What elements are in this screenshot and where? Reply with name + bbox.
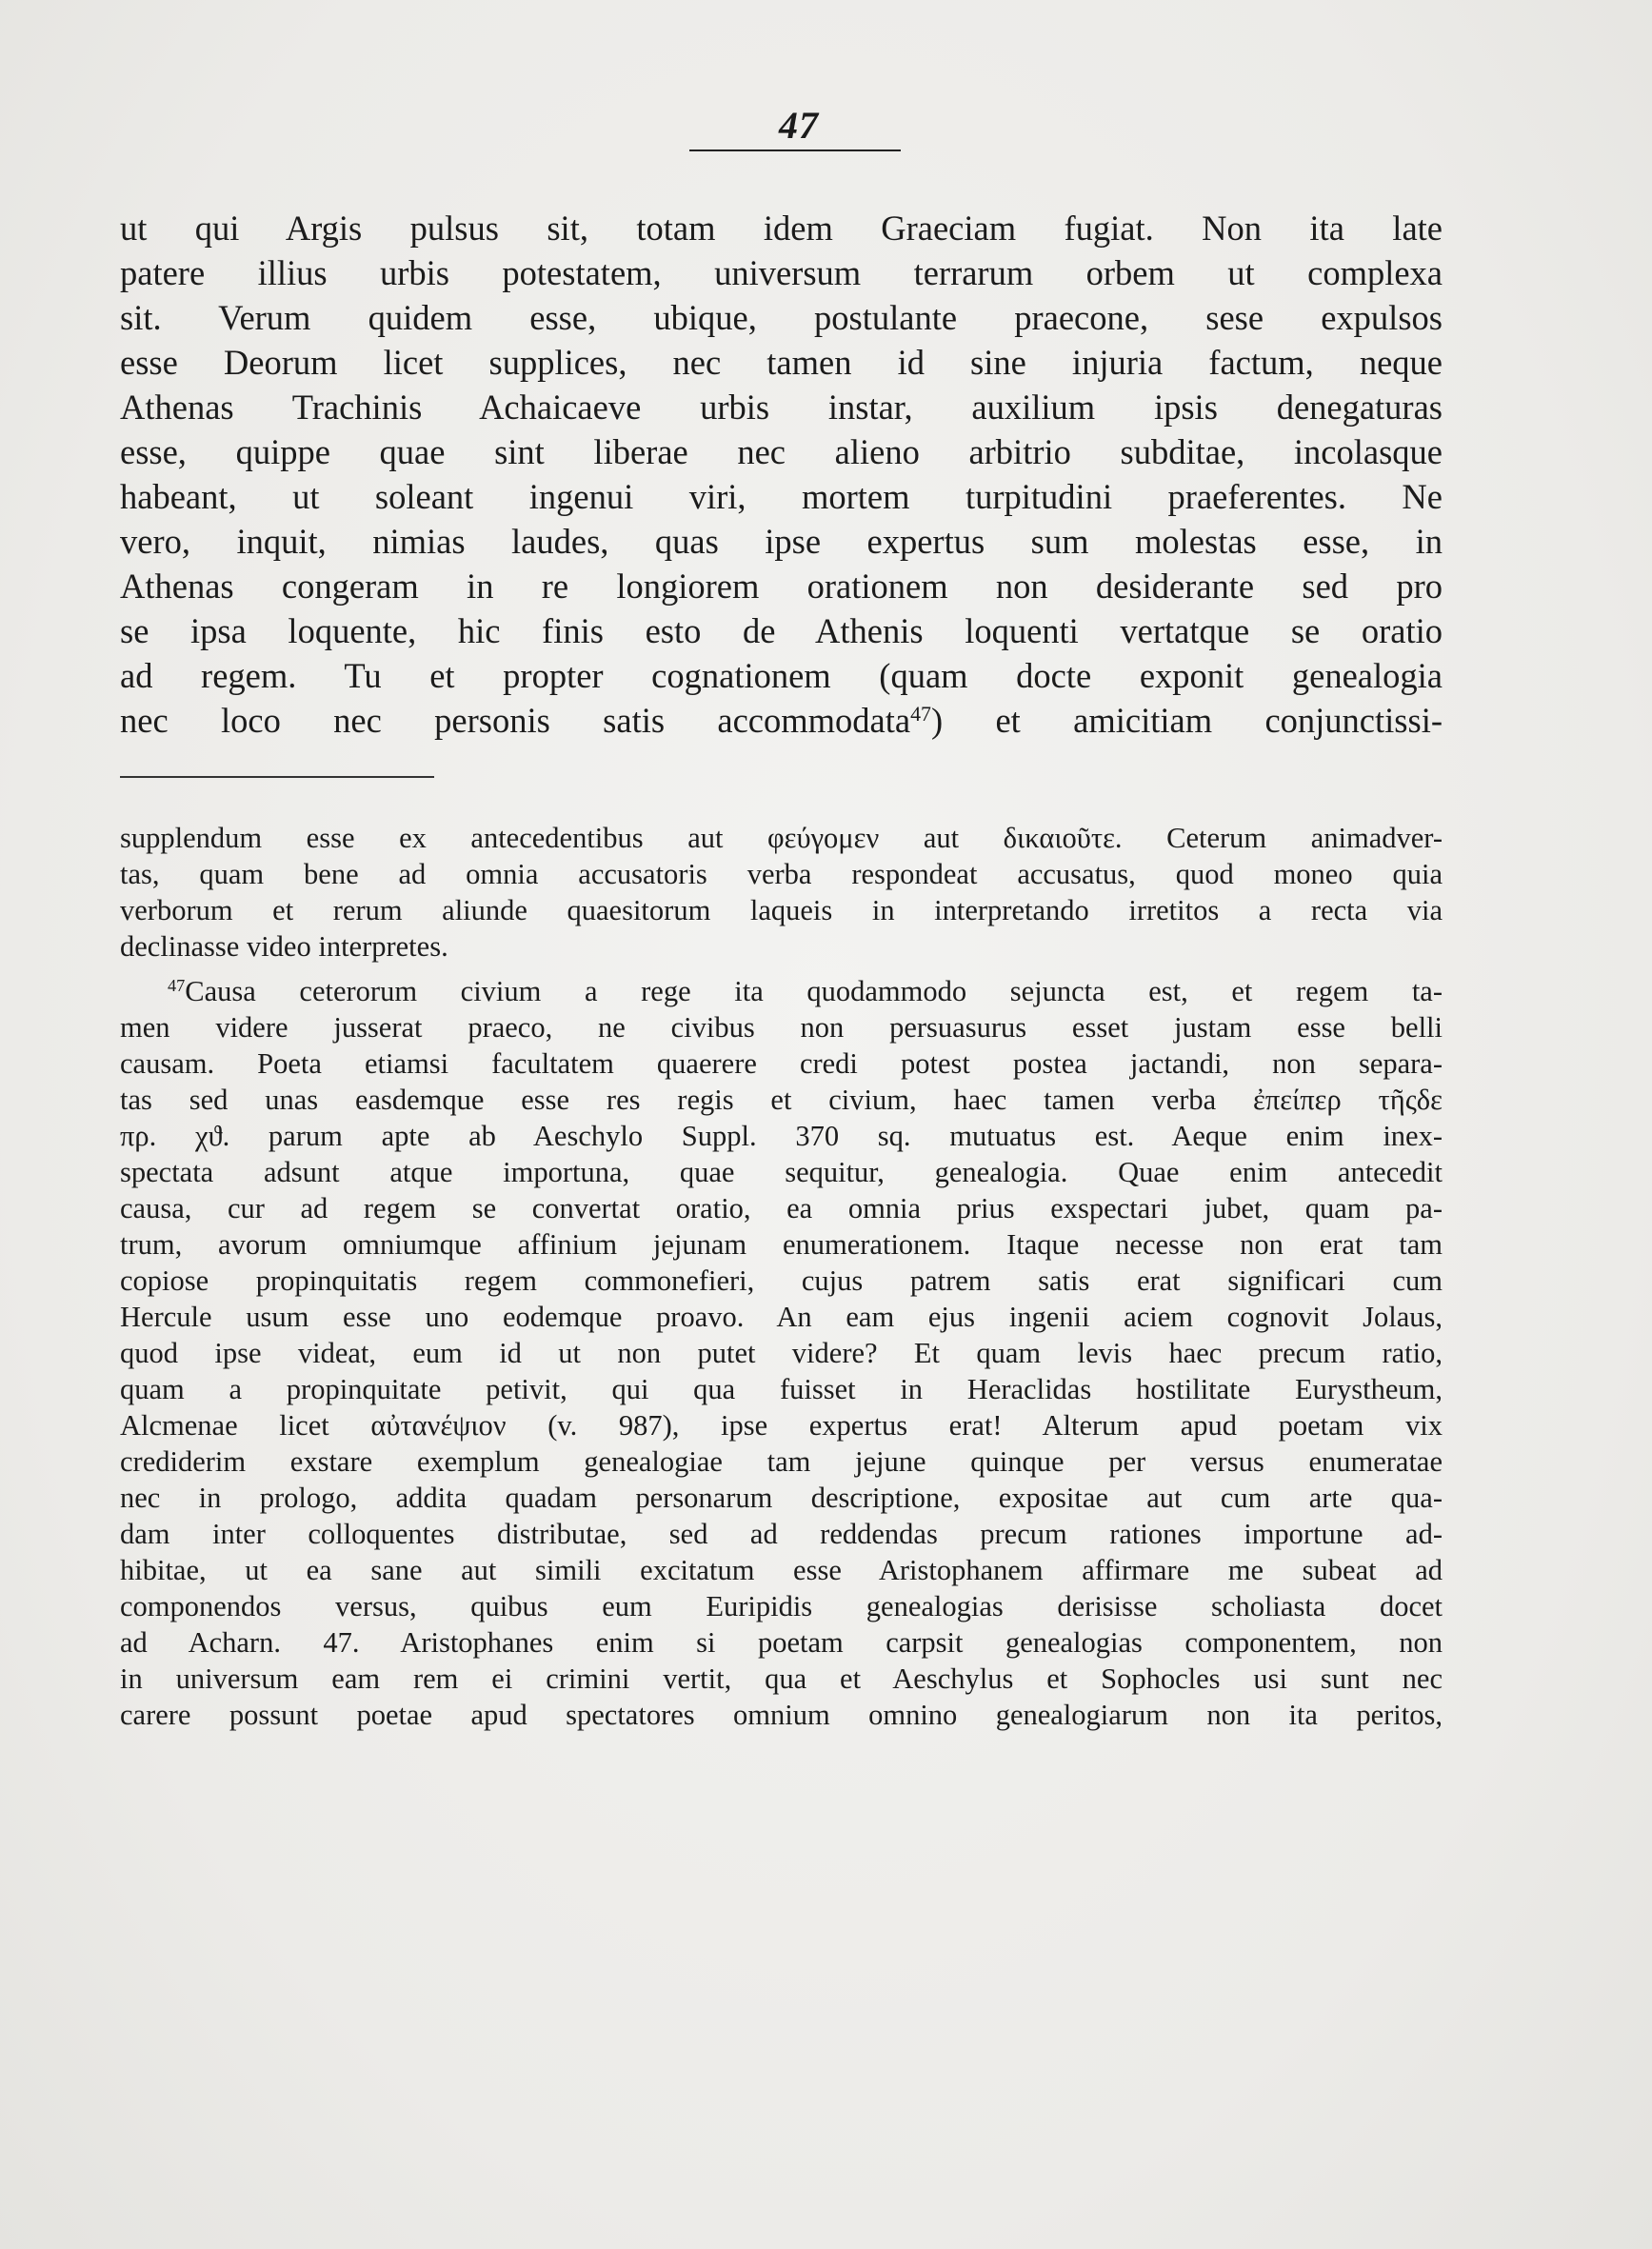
- text-line: ut qui Argis pulsus sit, totam idem Graeciam fugiat. Non ita late: [120, 209, 1443, 248]
- text-line: Athenas Trachinis Achaicaeve urbis instar, auxilium ipsis denegaturas: [120, 388, 1443, 427]
- header-rule: [689, 149, 901, 151]
- footnote-line: quod ipse videat, eum id ut non putet videre? Et quam levis haec precum ratio,: [120, 1337, 1443, 1369]
- footnote-line: dam inter colloquentes distributae, sed ad reddendas precum rationes importune ad-: [120, 1518, 1443, 1550]
- text-line: Athenas congeram in re longiorem orationem non desiderante sed pro: [120, 567, 1443, 606]
- footnote-separator: [120, 776, 434, 778]
- footnote-line: carere possunt poetae apud spectatores omnium omnino genealogiarum non ita peritos,: [120, 1699, 1443, 1731]
- footnote-line: Hercule usum esse uno eodemque proavo. An eam ejus ingenii aciem cognovit Jolaus,: [120, 1301, 1443, 1333]
- footnote-line: in universum eam rem ei crimini vertit, qua et Aeschylus et Sophocles usi sunt nec: [120, 1662, 1443, 1695]
- text-segment: Causa ceterorum civium a rege ita quodammodo sejuncta est, et regem ta-: [185, 975, 1443, 1007]
- footnote-47-first-line: [168, 973, 1443, 1009]
- footnote-line: verborum et rerum aliunde quaesitorum laqueis in interpretando irretitos a recta via: [120, 894, 1443, 926]
- footnote-number: 47: [168, 975, 186, 995]
- footnote-line: ad Acharn. 47. Aristophanes enim si poetam carpsit genealogias componentem, non: [120, 1626, 1443, 1659]
- text-line: ad regem. Tu et propter cognationem (quam docte exponit genealogia: [120, 656, 1443, 695]
- footnote-line: causa, cur ad regem se convertat oratio, ea omnia prius exspectari jubet, quam pa-: [120, 1192, 1443, 1224]
- text-line: sit. Verum quidem esse, ubique, postulante praecone, sese expulsos: [120, 298, 1443, 337]
- footnote-line: tas, quam bene ad omnia accusatoris verba respondeat accusatus, quod moneo quia: [120, 858, 1443, 890]
- footnote-line: nec in prologo, addita quadam personarum descriptione, expositae aut cum arte qua-: [120, 1482, 1443, 1514]
- footnote-line: crediderim exstare exemplum genealogiae tam jejune quinque per versus enumeratae: [120, 1445, 1443, 1478]
- footnote-line: copiose propinquitatis regem commonefieri, cujus patrem satis erat significari cum: [120, 1264, 1443, 1297]
- footnote-line: componendos versus, quibus eum Euripidis genealogias derisisse scholiasta docet: [120, 1590, 1443, 1622]
- footnote-line: supplendum esse ex antecedentibus aut φεύγομεν aut δικαιοῦτε. Ceterum animadver-: [120, 822, 1443, 854]
- footnote-line: Alcmenae licet αὐτανέψιον (v. 987), ipse expertus erat! Alterum apud poetam vix: [120, 1409, 1443, 1442]
- page-number: 47: [779, 104, 819, 147]
- footnote-line: trum, avorum omniumque affinium jejunam enumerationem. Itaque necesse non erat tam: [120, 1228, 1443, 1261]
- footnote-line: declinasse video interpretes.: [120, 930, 448, 963]
- text-segment: nec loco nec personis satis accommodata: [120, 701, 911, 740]
- footnote-line: men videre jusserat praeco, ne civibus non persuasurus esset justam esse belli: [120, 1011, 1443, 1044]
- footnote-line: causam. Poeta etiamsi facultatem quaerere credi potest postea jactandi, non separa-: [120, 1047, 1443, 1080]
- footnote-line: tas sed unas easdemque esse res regis et civium, haec tamen verba ἐπείπερ τῆςδε: [120, 1084, 1443, 1116]
- footnote-line: spectata adsunt atque importuna, quae sequitur, genealogia. Quae enim antecedit: [120, 1156, 1443, 1188]
- footnote-line: hibitae, ut ea sane aut simili excitatum esse Aristophanem affirmare me subeat ad: [120, 1554, 1443, 1586]
- text-line: vero, inquit, nimias laudes, quas ipse expertus sum molestas esse, in: [120, 522, 1443, 561]
- text-segment: ) et amicitiam conjunctissi-: [930, 701, 1443, 740]
- footnote-reference[interactable]: 47: [910, 701, 931, 726]
- footnote-line: quam a propinquitate petivit, qui qua fuisset in Heraclidas hostilitate Eurystheum,: [120, 1373, 1443, 1405]
- text-line: se ipsa loquente, hic finis esto de Athenis loquenti vertatque se oratio: [120, 611, 1443, 650]
- text-line: habeant, ut soleant ingenui viri, mortem turpitudini praeferentes. Ne: [120, 477, 1443, 516]
- footnote-line: πρ. χϑ. parum apte ab Aeschylo Suppl. 370 sq. mutuatus est. Aeque enim inex-: [120, 1120, 1443, 1152]
- text-line: patere illius urbis potestatem, universum terrarum orbem ut complexa: [120, 253, 1443, 292]
- text-line: esse, quippe quae sint liberae nec alieno arbitrio subditae, incolasque: [120, 432, 1443, 471]
- text-line-with-footnote-ref: [120, 698, 1443, 743]
- text-line: esse Deorum licet supplices, nec tamen id sine injuria factum, neque: [120, 343, 1443, 382]
